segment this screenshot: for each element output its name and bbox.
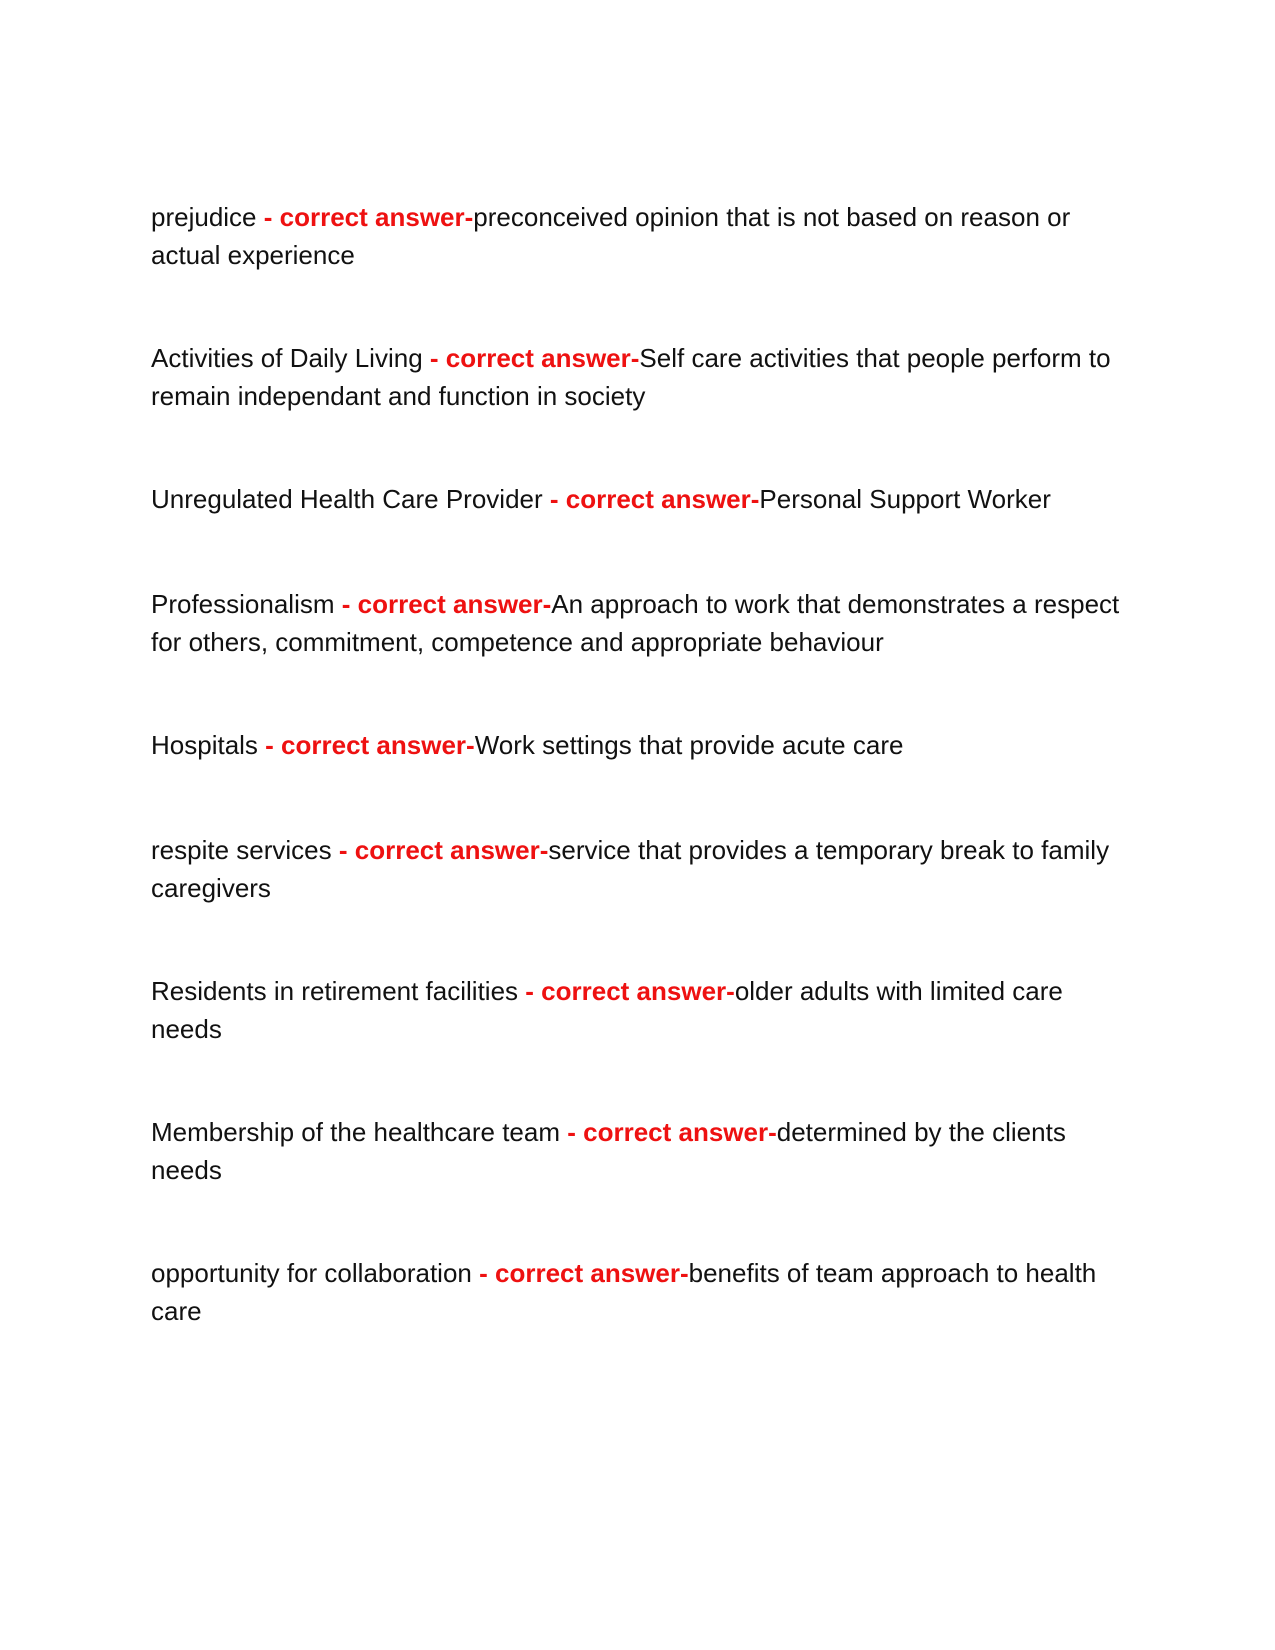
flashcard-entry [151,831,1131,907]
flashcard-entry [151,1254,1131,1330]
term: Hospitals [151,730,258,760]
term: Residents in retirement facilities [151,976,519,1006]
definition: Work settings that provide acute care [474,730,904,760]
definition: determined by the clients needs [151,1117,1066,1185]
definition: benefits of team approach to health care [151,1258,1097,1326]
answer-marker: - correct answer- [341,589,552,619]
answer-marker: - correct answer- [525,976,735,1006]
term: opportunity for collaboration [151,1258,472,1288]
answer-marker: - correct answer- [549,484,760,514]
flashcard-entry [151,480,1131,518]
definition: preconceived opinion that is not based on reason or actual experience [151,202,1071,270]
term: respite services [151,835,332,865]
definition: Personal Support Worker [759,484,1051,514]
definition: An approach to work that demonstrates a respect for others, commitment, competence and appropriate behaviour [151,589,1120,657]
answer-marker: - correct answer- [429,343,640,373]
flashcard-entry [151,972,1131,1048]
flashcard-entry [151,339,1131,415]
term: Activities of Daily Living [151,343,423,373]
answer-marker: - correct answer- [567,1117,777,1147]
answer-marker: - correct answer- [338,835,549,865]
flashcard-entry [151,726,1131,764]
answer-marker: - correct answer- [263,202,474,232]
definition: Self care activities that people perform to remain independant and function in society [151,343,1111,411]
answer-marker: - correct answer- [479,1258,689,1288]
answer-marker: - correct answer- [265,730,475,760]
definition: older adults with limited care needs [151,976,1063,1044]
term: Professionalism [151,589,335,619]
flashcard-entry [151,1113,1131,1189]
term: Membership of the healthcare team [151,1117,560,1147]
term: prejudice [151,202,257,232]
definition: service that provides a temporary break to family caregivers [151,835,1110,903]
flashcard-entry [151,198,1131,274]
term: Unregulated Health Care Provider [151,484,543,514]
flashcard-entry [151,585,1131,661]
